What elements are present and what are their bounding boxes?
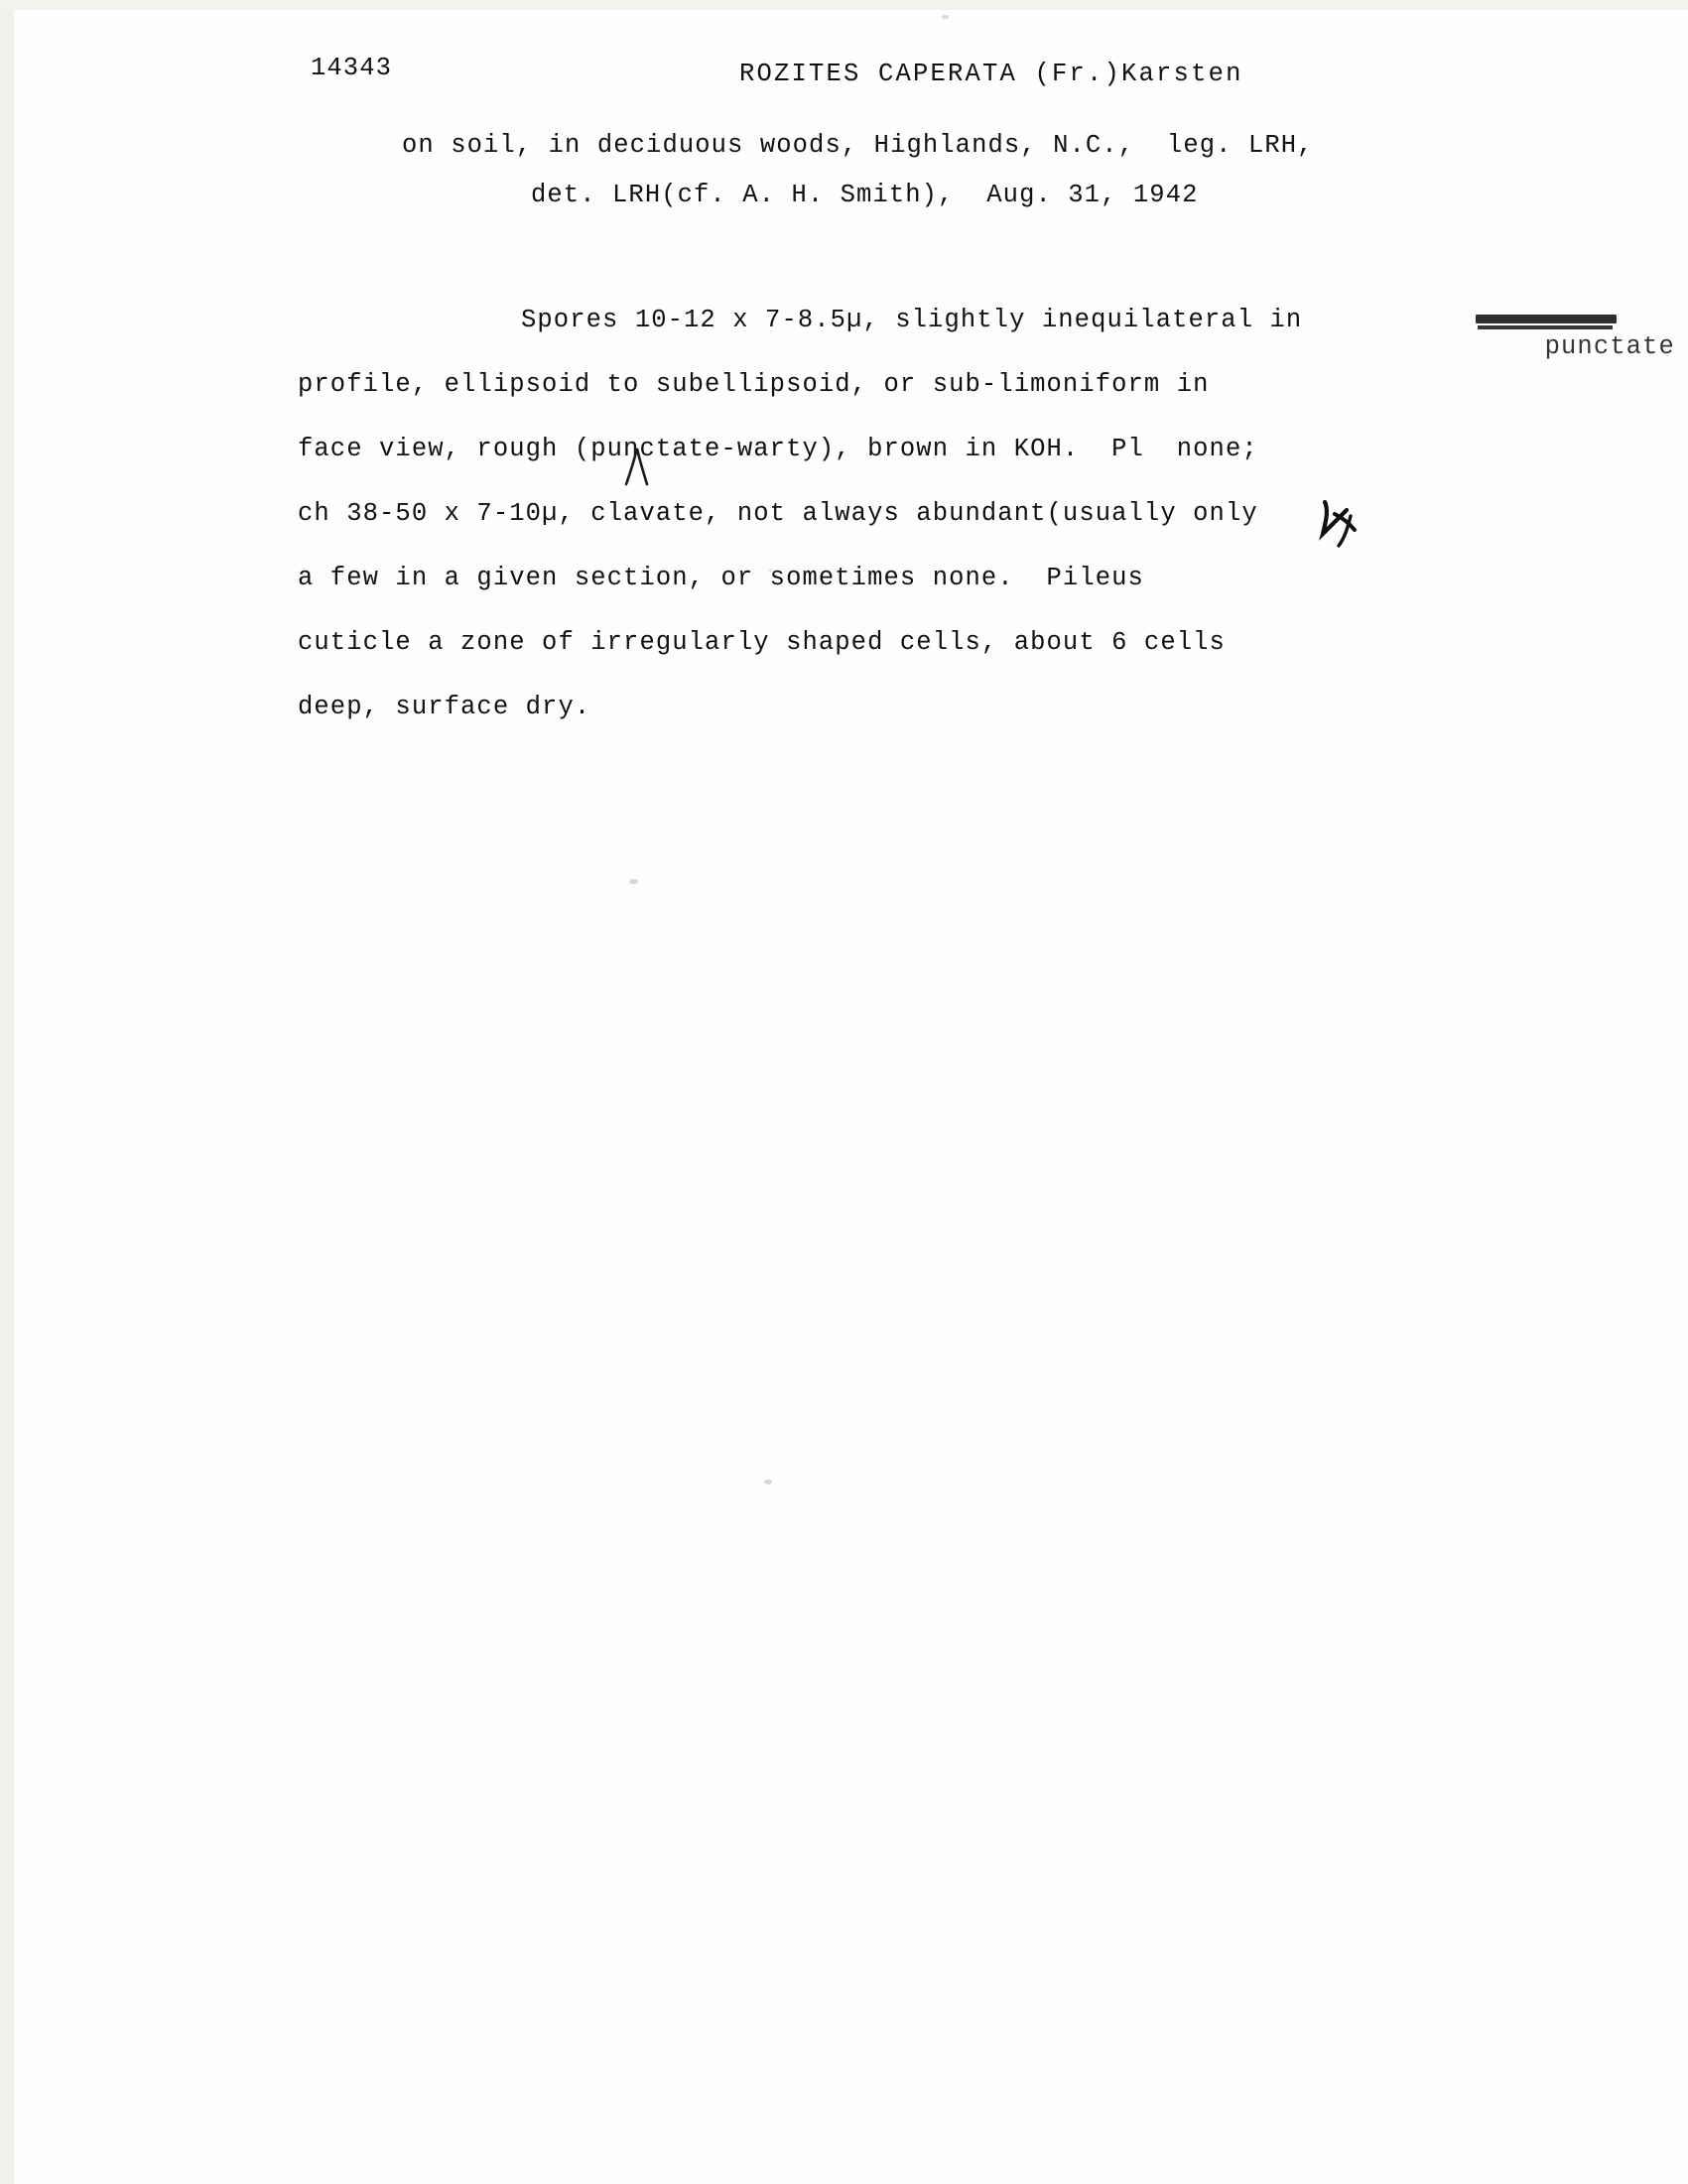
scan-speck [764, 1479, 772, 1484]
accession-number: 14343 [311, 54, 393, 82]
description-line-1: Spores 10-12 x 7-8.5µ, slightly inequilateral in [521, 306, 1303, 334]
strikethrough-bar-secondary [1478, 325, 1613, 329]
description-line-4: ch 38-50 x 7-10µ, clavate, not always abundant(usually only [298, 499, 1258, 528]
scan-speck [629, 879, 638, 884]
scan-speck [942, 15, 949, 19]
description-line-3: face view, rough (punctate-warty), brown in KOH. Pl none; [298, 435, 1258, 463]
description-line-7: deep, surface dry. [298, 693, 591, 721]
handwritten-overwrite-icon [1317, 496, 1364, 550]
caret-insertion-icon [622, 445, 652, 486]
description-line-2: profile, ellipsoid to subellipsoid, or sub-limoniform in [298, 370, 1210, 399]
struck-out-word [1480, 304, 1675, 448]
collection-line-2: det. LRH(cf. A. H. Smith), Aug. 31, 1942 [531, 181, 1199, 209]
collection-line-1: on soil, in deciduous woods, Highlands, N.C., leg. LRH, [402, 131, 1314, 160]
page-top-margin-shade [0, 0, 1688, 10]
struck-out-word-text: punctate [1544, 332, 1675, 361]
description-line-5: a few in a given section, or sometimes none. Pileus [298, 564, 1144, 592]
strikethrough-bar [1476, 315, 1617, 323]
page-left-margin-shade [0, 0, 14, 2184]
description-line-6: cuticle a zone of irregularly shaped cells, about 6 cells [298, 628, 1226, 657]
specimen-title: ROZITES CAPERATA (Fr.)Karsten [739, 60, 1243, 88]
